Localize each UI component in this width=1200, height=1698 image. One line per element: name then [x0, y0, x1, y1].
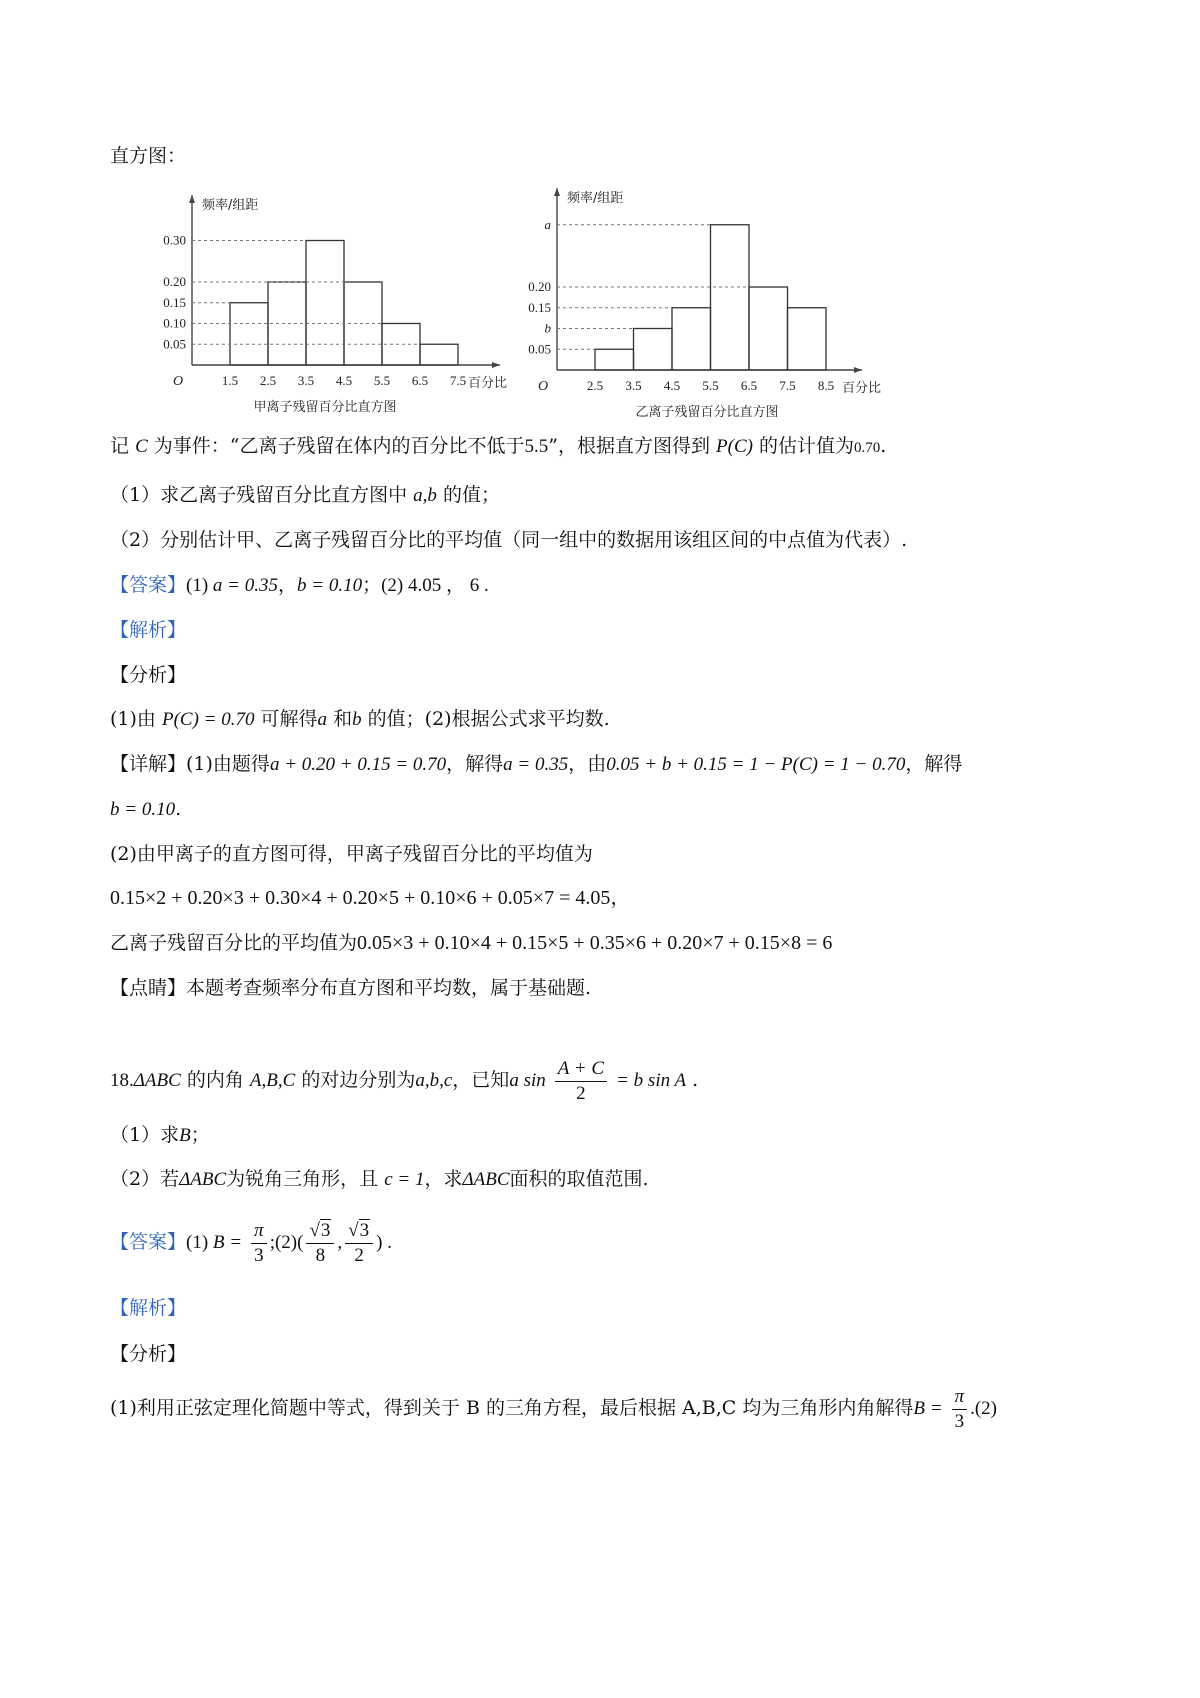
- text-span: 的估计值为: [759, 435, 855, 457]
- math-expr: b = 0.10: [297, 575, 363, 596]
- xiangjie-17: [110, 751, 962, 778]
- histogram-jia: [160, 185, 520, 415]
- y-tick-label: 0.05: [528, 341, 551, 357]
- x-tick-label: 2.5: [259, 373, 277, 388]
- math-expr: B =: [913, 1398, 943, 1419]
- histogram-bar: [749, 287, 788, 370]
- text-span: 面积的取值范围.: [509, 1168, 649, 1190]
- y-axis-title: 频率/组距: [202, 198, 259, 213]
- x-axis-arrow: [492, 362, 500, 368]
- fraction-numerator: A + C: [555, 1057, 607, 1082]
- answer-tag: 【答案】: [110, 1231, 187, 1253]
- fraction-sqrt3-8: [306, 1219, 334, 1268]
- text-span: .: [175, 798, 182, 820]
- fenxi-18: [110, 1380, 997, 1437]
- x-tick-label: 5.5: [373, 373, 391, 388]
- origin-label: O: [537, 379, 549, 394]
- text-span: 为锐角三角形，且: [226, 1168, 379, 1190]
- x-tick-label: 7.5: [779, 378, 796, 393]
- math-num: 0.70: [854, 440, 881, 456]
- math-var: B: [179, 1125, 191, 1146]
- math-expr: a + 0.20 + 0.15 = 0.70: [269, 754, 447, 775]
- x-tick-label: 3.5: [297, 373, 315, 388]
- math-comma: ,: [337, 1232, 343, 1253]
- fraction-numerator: π: [251, 1219, 267, 1244]
- text-span: 乙离子残留百分比的平均值为: [110, 932, 358, 954]
- y-tick-label: a: [544, 216, 551, 232]
- text-span: 为事件：“乙离子残留在体内的百分比不低于: [153, 435, 525, 457]
- text-span: 可解得: [260, 708, 318, 730]
- x-tick-label: 5.5: [702, 378, 719, 393]
- fraction-denominator: 8: [315, 1244, 326, 1266]
- x-tick-label: 2.5: [586, 378, 604, 393]
- fraction-denominator: 3: [254, 1244, 264, 1266]
- math-num: (1): [186, 1232, 213, 1253]
- math-expr: ；(2) 4.05 ， 6 .: [362, 575, 489, 596]
- math-expr: P(C): [716, 436, 753, 457]
- radicand: 3: [359, 1219, 370, 1241]
- origin-label: O: [172, 374, 184, 389]
- math-expr: b = 0.10: [110, 799, 176, 820]
- math-expr: = b sin A: [616, 1070, 687, 1091]
- problem-number: 18.: [110, 1070, 134, 1091]
- x-axis-title: 百分比: [842, 381, 882, 396]
- y-tick-label: 0.20: [528, 279, 551, 294]
- equation-yi-mean: [110, 930, 832, 956]
- math-expr: A,B,C: [249, 1070, 296, 1091]
- y-tick-label: 0.15: [528, 299, 551, 315]
- question-18-1: [110, 1122, 210, 1149]
- text-span: ，解得: [905, 753, 963, 775]
- math-num: (1): [186, 575, 213, 596]
- y-axis-arrow: [554, 188, 560, 196]
- histogram-bar: [788, 308, 827, 370]
- y-tick-label: 0.05: [163, 336, 186, 352]
- fraction-sqrt3-2: [345, 1219, 373, 1268]
- x-tick-label: 8.5: [817, 378, 835, 393]
- x-tick-label: 1.5: [221, 373, 239, 388]
- math-num: 5.5: [524, 436, 549, 457]
- math-expr: c = 1: [384, 1169, 425, 1190]
- y-tick-label: b: [544, 320, 551, 336]
- math-expr: a sin: [509, 1070, 546, 1091]
- x-axis-title: 百分比: [468, 376, 508, 391]
- math-expr: 0.05 + b + 0.15 = 1 − P(C) = 1 − 0.70: [606, 754, 906, 775]
- y-tick-label: 0.20: [163, 274, 186, 289]
- fraction-denominator: 2: [576, 1082, 586, 1104]
- math-expr: ΔABC: [462, 1169, 510, 1190]
- histogram-bar: [595, 349, 634, 370]
- dianjing-tag: 【点睛】: [110, 977, 187, 999]
- histogram-bar: [230, 303, 268, 365]
- text-span: 记: [110, 435, 130, 457]
- histogram-bar: [634, 329, 673, 371]
- math-var: b: [352, 709, 362, 730]
- math-paren: (: [297, 1232, 304, 1253]
- x-tick-label: 3.5: [625, 378, 642, 393]
- text-span: (1)由题得: [186, 753, 270, 775]
- text-span: （1）求乙离子残留百分比直方图中: [110, 484, 408, 506]
- fenxi-tag-18: 【分析】: [110, 1343, 187, 1365]
- x-tick-label: 7.5: [449, 373, 467, 388]
- fraction-numerator: π: [952, 1385, 968, 1410]
- text-span: ，解得: [446, 753, 504, 775]
- math-expr: a,b,c: [415, 1070, 453, 1091]
- x-tick-label: 4.5: [335, 373, 353, 388]
- chart-title: 甲离子残留百分比直方图: [253, 400, 397, 415]
- radicand: 3: [320, 1219, 331, 1241]
- answer-17: [110, 572, 489, 599]
- text-span: 本题考查频率分布直方图和平均数，属于基础题.: [186, 977, 592, 999]
- text-span: ”，根据直方图得到: [548, 435, 710, 457]
- x-tick-label: 6.5: [411, 373, 429, 388]
- y-tick-label: 0.15: [163, 294, 186, 310]
- text-span: (1)利用正弦定理化简题中等式，得到关于 B 的三角方程，最后根据 A,B,C 均为三角形内角解得: [110, 1397, 914, 1419]
- question-2: （2）分别估计甲、乙离子残留百分比的平均值（同一组中的数据用该组区间的中点值为代表）.: [110, 529, 908, 551]
- xiangjie-tag: 【详解】: [110, 753, 187, 775]
- math-expr: ΔABC: [133, 1070, 181, 1091]
- equation-jia-mean: 0.15×2 + 0.20×3 + 0.30×4 + 0.20×5 + 0.10×6 + 0.05×7 = 4.05，: [110, 887, 631, 909]
- math-expr: a = 0.35: [212, 575, 278, 596]
- text-span: (1)由: [110, 708, 156, 730]
- text-span: 的对边分别为: [301, 1069, 416, 1091]
- math-expr: ;(2): [269, 1232, 298, 1253]
- text-span: （1）求: [110, 1124, 180, 1146]
- text-span: （2）若: [110, 1168, 180, 1190]
- question-18-2: [110, 1166, 649, 1193]
- text-span: .: [880, 435, 887, 457]
- histogram-bar: [420, 344, 458, 365]
- fraction-numerator: √3: [345, 1219, 373, 1244]
- fraction-denominator: 3: [954, 1410, 965, 1432]
- y-axis-title: 频率/组距: [567, 191, 624, 206]
- text-span: 的值；(2)根据公式求平均数.: [367, 708, 610, 730]
- histogram-bar: [711, 225, 750, 370]
- problem-18: [110, 1052, 698, 1109]
- math-expr: 0.05×3 + 0.10×4 + 0.15×5 + 0.35×6 + 0.20×7 + 0.15×8 = 6: [357, 932, 833, 954]
- answer-tag: 【答案】: [110, 574, 187, 596]
- y-tick-label: 0.30: [163, 232, 186, 248]
- histogram-bar: [672, 308, 711, 370]
- fraction-denominator: 2: [354, 1244, 364, 1266]
- x-axis-arrow: [854, 367, 862, 373]
- histogram-yi: [527, 180, 907, 420]
- jiexi-tag-18: 【解析】: [110, 1297, 187, 1319]
- math-var: a: [317, 709, 328, 730]
- text-span: ；: [190, 1124, 210, 1146]
- y-axis-arrow: [189, 195, 195, 203]
- fraction: [555, 1057, 607, 1106]
- text-span: ，: [278, 574, 298, 596]
- text-span: 的内角: [186, 1069, 244, 1091]
- section-label: 直方图：: [110, 145, 187, 167]
- y-tick-label: 0.10: [163, 315, 186, 331]
- answer-18: [110, 1212, 392, 1273]
- math-expr: .(2): [970, 1398, 998, 1419]
- text-span: 和: [333, 708, 353, 730]
- chart-title: 乙离子残留百分比直方图: [635, 405, 779, 420]
- text-span: ，求: [424, 1168, 463, 1190]
- fenxi-tag-17: 【分析】: [110, 664, 187, 686]
- math-expr: B =: [212, 1232, 243, 1253]
- text-span: ，已知: [452, 1069, 510, 1091]
- math-var: a,b: [413, 485, 437, 506]
- histogram-bar: [306, 241, 344, 366]
- event-statement: [110, 433, 886, 461]
- x-tick-label: 6.5: [740, 378, 758, 393]
- math-expr: P(C) = 0.70: [161, 709, 255, 730]
- text-span: ，由: [568, 753, 607, 775]
- math-var: C: [135, 436, 148, 457]
- fraction-pi-3: [952, 1385, 968, 1434]
- x-tick-label: 4.5: [663, 378, 681, 393]
- xiangjie-17-part2: (2)由甲离子的直方图可得，甲离子残留百分比的平均值为: [110, 843, 593, 865]
- dianjing-17: [110, 975, 591, 1001]
- math-paren: ) .: [376, 1232, 392, 1253]
- text-span: 的值；: [442, 484, 500, 506]
- jiexi-tag-17: 【解析】: [110, 619, 187, 641]
- math-expr: ΔABC: [179, 1169, 227, 1190]
- math-expr: a = 0.35: [503, 754, 569, 775]
- xiangjie-17-line2: [110, 796, 181, 823]
- fraction-pi-3: [251, 1219, 267, 1268]
- fenxi-17: [110, 706, 610, 733]
- fraction-numerator: √3: [306, 1219, 334, 1244]
- text-span: .: [692, 1069, 699, 1091]
- question-1: [110, 482, 500, 509]
